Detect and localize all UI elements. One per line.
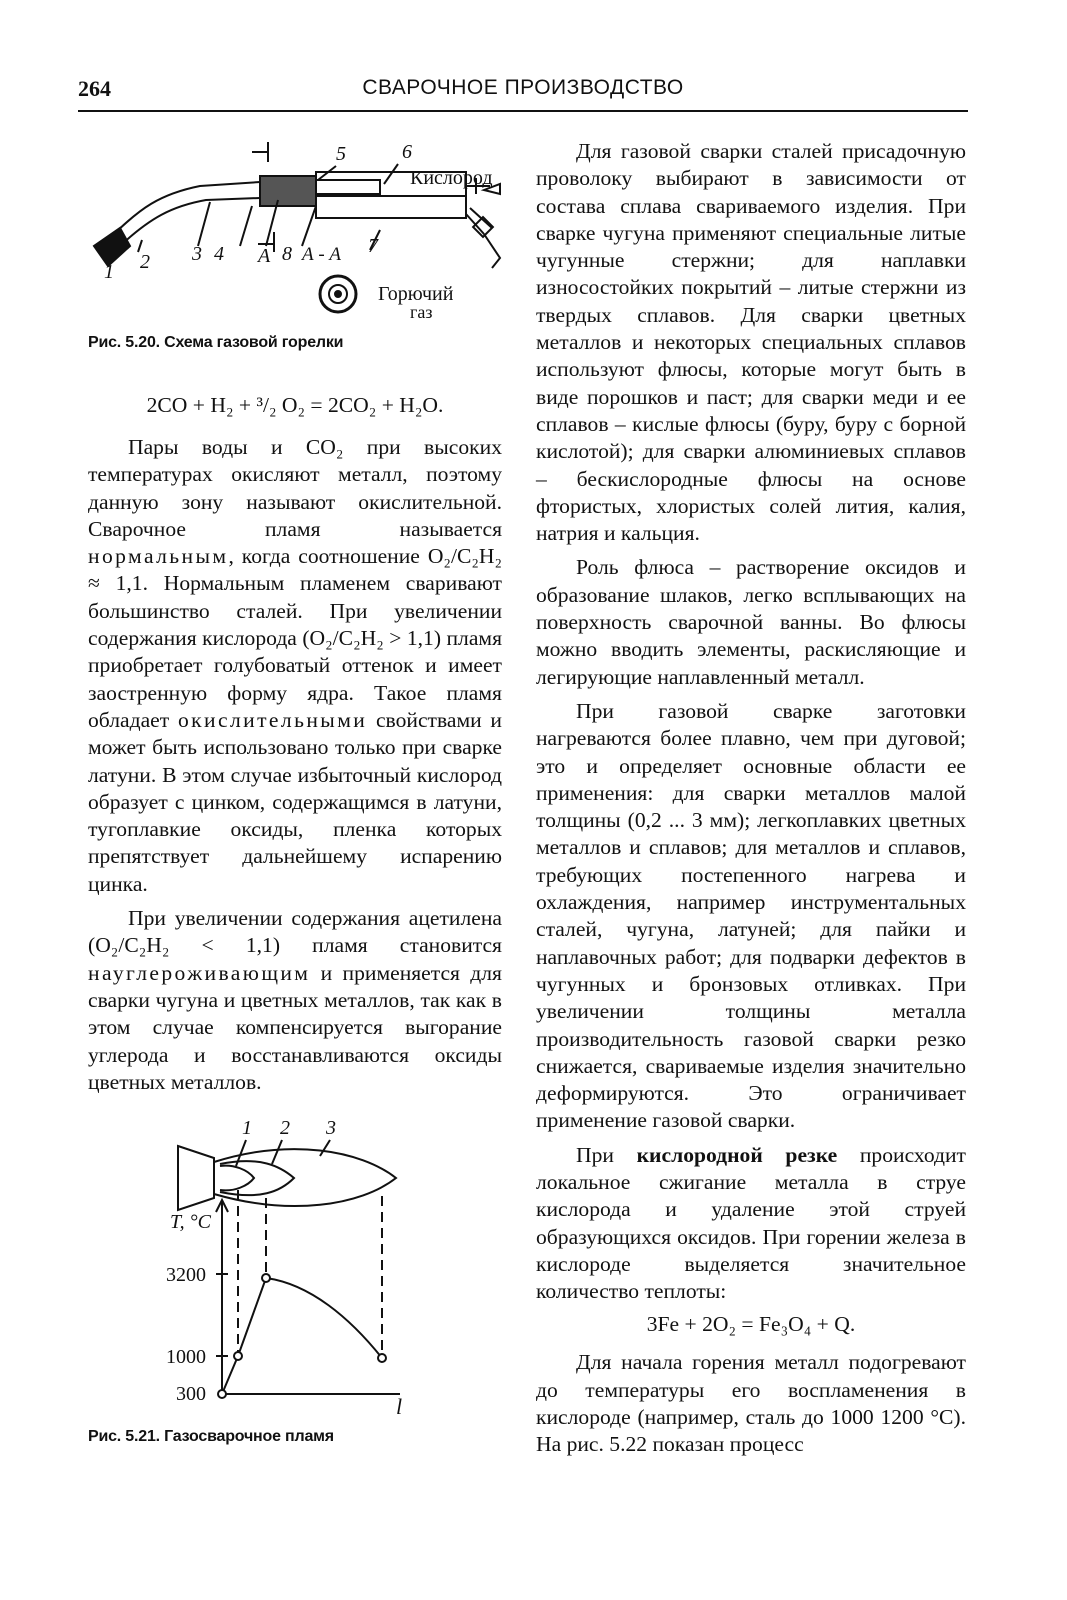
torch-label-4: 4 <box>214 243 224 265</box>
figure-5-21-caption: Рис. 5.21. Газосварочное пламя <box>88 1428 334 1445</box>
temp-point-1000-zone1 <box>234 1352 242 1360</box>
right-paragraph-3: При газовой сварке заготовки нагреваются более плавно, чем при дуговой; это и определяет основные области ее применения: для сварки металлов малой толщины (0,2 ... 3 мм); легкоплавких цветных металлов и сплавов; для металлов и сплавов, требующих постепенного нагрева и охлаждения, например инструментальных сталей, чугуна, латуней; для пайки и наплавочных работ; для подварки дефектов в чугунных и бронзовых отливках. При увеличении толщины металла производительность газовой сварки резко снижается, свариваемые изделия значительно деформируются. Это ограничивает применение газовой сварки. <box>536 698 966 1133</box>
temp-point-300 <box>218 1390 226 1398</box>
figure-5-20-caption: Рис. 5.20. Схема газовой горелки <box>88 334 344 351</box>
left-paragraph-1: Пары воды и CO₂ при высоких температурах окисляют металл, поэтому данную зону называют окислительной. Сварочное пламя называется нормальным, когда соотношение O₂/C₂H₂ ≈ 1,1. Нормальным пламенем сваривают большинство сталей. При увеличении содержания кислорода (O₂/C₂H₂ > 1,1) пламя приобретает голубоватый оттенок и имеет заостренную форму ядра. Такое пламя обладает окислительными свойствами и может быть использовано только при сварке латуни. В этом случае избыточный кислород образует с цинком, содержащимся в латуни, тугоплавкие оксиды, пленка которых препятствует дальнейшему испарению цинка. <box>88 435 502 896</box>
right-paragraph-1: Для газовой сварки сталей присадочную проволоку выбирают в зависимости от состава сплава свариваемого изделия. При сварке чугуна применяют специальные литые чугунные стержни; для наплавки износостойких покрытий – литые стержни из твердых сплавов. Для сварки цветных металлов и некоторых специальных сплавов используют флюсы, которые могут быть в виде порошков и паст; для сварки меди и ее сплавов – кислые флюсы (буру, буру с борной кислотой); для сварки алюминиевых сплавов – бескислородные флюсы на основе фтористых, хлористых солей лития, калия, натрия и кальция. <box>536 139 966 546</box>
flame-zone-label-1: 1 <box>242 1117 252 1139</box>
x-axis-label: l <box>396 1394 403 1418</box>
formula-2: 3Fe + 2O₂ = Fe₃O₄ + Q. <box>646 1312 856 1337</box>
torch-label-8: 8 <box>282 243 292 265</box>
torch-label-1: 1 <box>104 261 114 283</box>
section-arrow-a-label: А <box>258 245 271 267</box>
torch-label-6: 6 <box>402 141 412 163</box>
left-paragraph-2: При увеличении содержания ацетилена (O₂/C₂H₂ < 1,1) пламя становится науглероживающим и применяется для сварки чугуна и цветных металлов, так как в этом случае компенсируется выгорание углерода и восстанавливаются оксиды цветных металлов. <box>88 906 502 1094</box>
flame-zone-label-3: 3 <box>326 1117 336 1139</box>
right-paragraph-4: При кислородной резке происходит локальное сжигание металла в струе кислорода и удаление этой струей образующихся оксидов. При горении железа в кислороде выделяется значительное количество теплоты: <box>536 1142 966 1304</box>
fuel-gas-label: Горючий <box>378 283 454 305</box>
torch-label-5: 5 <box>336 143 346 165</box>
right-paragraph-2: Роль флюса – растворение оксидов и образование шлаков, легко всплывающих на поверхность сварочной ванны. Во флюсы можно вводить элементы, раскисляющие и легирующие наплавленный металл. <box>536 555 966 689</box>
y-tick-300: 300 <box>176 1383 206 1405</box>
flame-zone-label-2: 2 <box>280 1117 290 1139</box>
section-label: А - А <box>302 244 342 265</box>
page-number: 264 <box>78 76 111 101</box>
temp-point-3200 <box>262 1274 270 1282</box>
flame-temperature-diagram <box>150 1108 450 1418</box>
running-title: СВАРОЧНОЕ ПРОИЗВОДСТВО <box>362 76 684 99</box>
torch-label-2: 2 <box>140 251 150 273</box>
y-tick-3200: 3200 <box>166 1264 206 1286</box>
y-tick-1000: 1000 <box>166 1346 206 1368</box>
temperature-curve <box>222 1278 382 1394</box>
left-column <box>88 434 502 1103</box>
y-axis-label: T, °C <box>170 1211 211 1233</box>
torch-label-7: 7 <box>368 235 378 257</box>
formula-1: 2CO + H₂ + ³/₂ O₂ = 2CO₂ + H₂O. <box>146 393 444 417</box>
torch-label-3: 3 <box>192 243 202 265</box>
gas-torch-diagram <box>80 128 510 326</box>
right-paragraph-5: Для начала горения металл подогревают до температуры его воспламенения в кислороде (например, сталь до 1000 1200 °С). На рис. 5.22 показан процесс <box>536 1350 966 1457</box>
fuel-gas-label-2: газ <box>410 302 433 322</box>
temp-point-1000-end <box>378 1354 386 1362</box>
page-header <box>78 70 968 112</box>
right-column <box>536 138 966 1466</box>
oxygen-label: Кислород <box>410 167 493 189</box>
